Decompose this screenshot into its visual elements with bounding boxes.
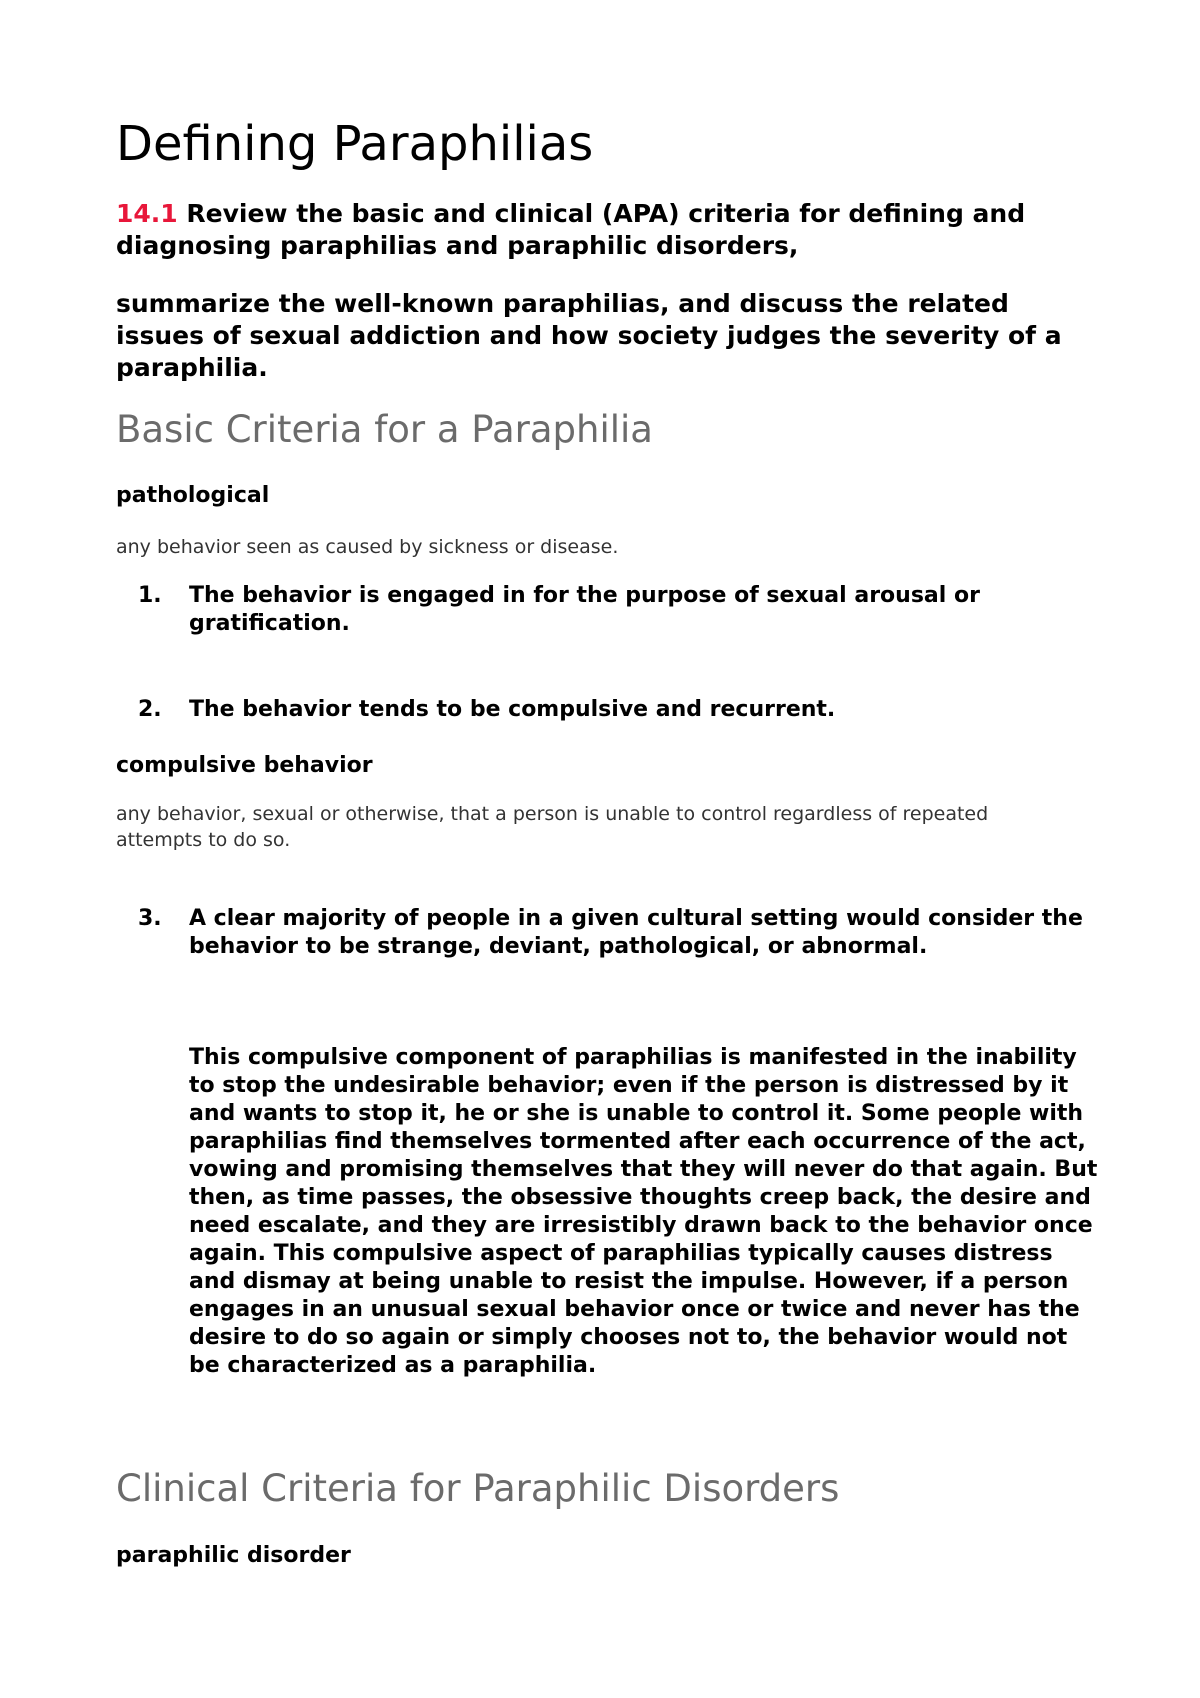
list-text: The behavior is engaged in for the purpose of sexual arousal or gratification. <box>189 583 980 636</box>
list-text: The behavior tends to be compulsive and recurrent. <box>189 697 836 722</box>
term-paraphilic-disorder: paraphilic disorder <box>116 1543 351 1568</box>
section-heading-basic-criteria: Basic Criteria for a Paraphilia <box>116 408 653 451</box>
objective-continuation: summarize the well-known paraphilias, and discuss the related issues of sexual addiction and how society judges the severity of a paraphilia. <box>116 289 1062 382</box>
objective-text: Review the basic and clinical (APA) criteria for defining and diagnosing paraphilias and paraphilic disorders, <box>116 199 1026 260</box>
page-title: Defining Paraphilias <box>116 116 594 172</box>
learning-objective <box>116 198 1100 262</box>
compulsive-component-paragraph: This compulsive component of paraphilias is manifested in the inability to stop the undesirable behavior; even if the person is distressed by it and wants to stop it, he or she is unable to control it. Some people with paraphilias find themselves tormented after each occurrence of the act, vowing and promising themselves that they will never do that again. But then, as time passes, the obsessive thoughts creep back, the desire and need escalate, and they are irresistibly drawn back to the behavior once again. This compulsive aspect of paraphilias typically causes distress and dismay at being unable to resist the impulse. However, if a person engages in an unusual sexual behavior once or twice and never has the desire to do so again or simply chooses not to, the behavior would not be characterized as a paraphilia. <box>189 1045 1098 1378</box>
definition-pathological: any behavior seen as caused by sickness or disease. <box>116 536 619 558</box>
list-number: 1. <box>138 583 162 608</box>
list-text: A clear majority of people in a given cultural setting would consider the behavior to be strange, deviant, pathological, or abnormal. <box>189 906 1083 959</box>
objective-number: 14.1 <box>116 199 178 228</box>
section-heading-clinical-criteria: Clinical Criteria for Paraphilic Disorders <box>116 1467 840 1510</box>
term-pathological: pathological <box>116 483 270 508</box>
term-compulsive-behavior: compulsive behavior <box>116 753 373 778</box>
list-number: 3. <box>138 906 162 931</box>
definition-compulsive-behavior: any behavior, sexual or otherwise, that a person is unable to control regardless of repeated attempts to do so. <box>116 803 989 851</box>
list-number: 2. <box>138 697 162 722</box>
